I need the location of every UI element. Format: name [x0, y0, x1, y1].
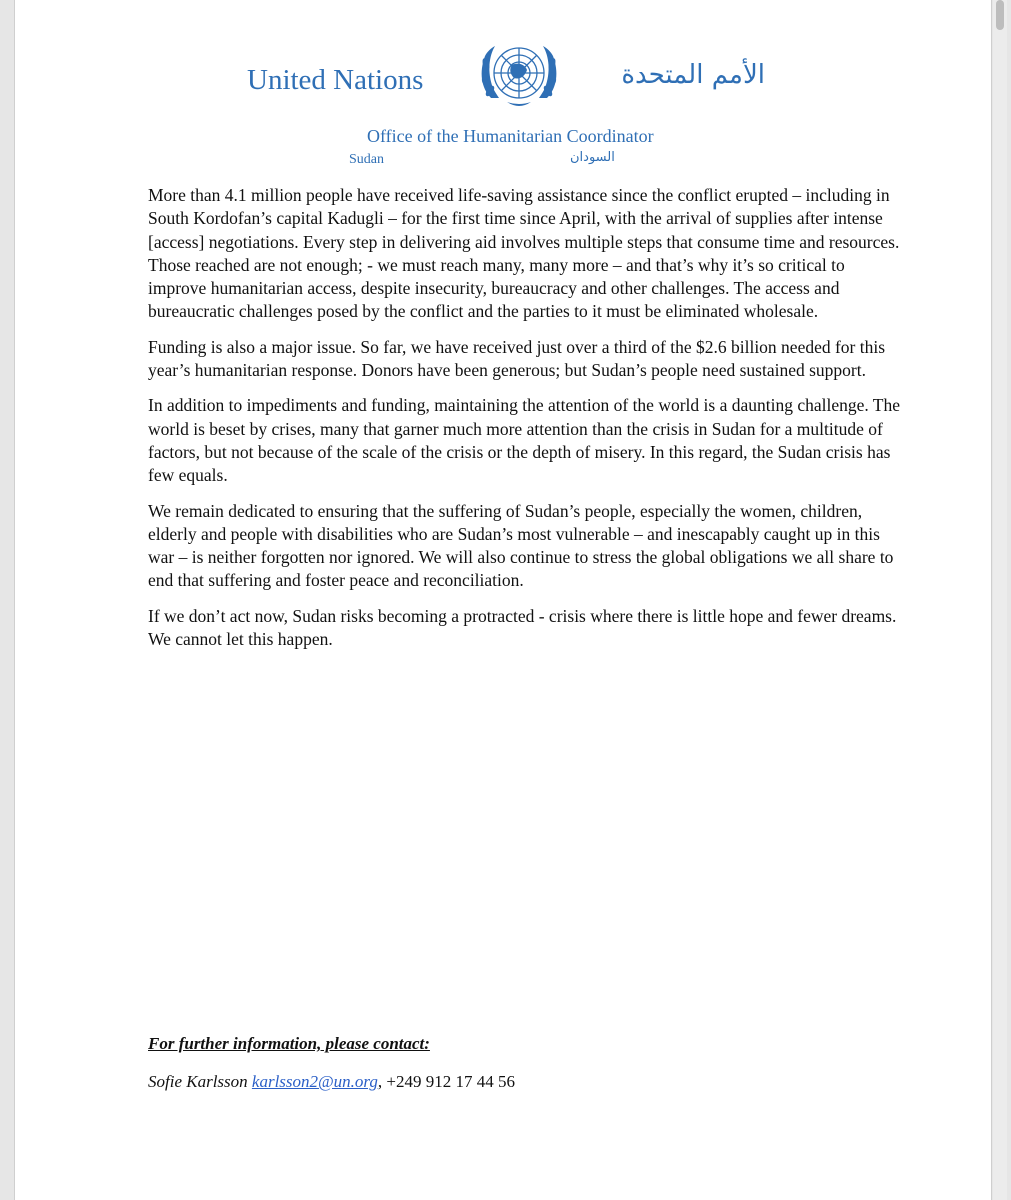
- un-emblem-icon: [473, 36, 565, 116]
- paragraph: If we don’t act now, Sudan risks becoming a protracted - crisis where there is little hope and fewer dreams. We cannot let this happen.: [148, 605, 897, 650]
- contact-line: [148, 1072, 515, 1092]
- contact-heading: For further information, please contact:: [148, 1034, 430, 1053]
- paragraph: We remain dedicated to ensuring that the suffering of Sudan’s people, especially the women, children, elderly and people with disabilities who are Sudan’s most vulnerable – and inescapably caught up in this war – is neither forgotten nor ignored. We will also continue to stress the global obligations we all share to end that suffering and foster peace and reconciliation.: [148, 500, 894, 591]
- paragraph: More than 4.1 million people have received life-saving assistance since the conflict erupted – including in South Kordofan’s capital Kadugli – for the first time since April, with the arrival of supplies after intense [access] negotiations. Every step in delivering aid involves multiple steps that consume time and resources. Those reached are not enough; - we must reach many, many more – and that’s why it’s so critical to improve humanitarian access, despite insecurity, bureaucracy and other challenges. The access and bureaucratic challenges posed by the conflict and the parties to it must be eliminated wholesale.: [148, 185, 900, 322]
- org-name-arabic: الأمم المتحدة: [621, 60, 765, 90]
- paragraph: In addition to impediments and funding, maintaining the attention of the world is a daunting challenge. The world is beset by crises, many that garner much more attention than the crisis in Sudan for a multitude of factors, but not because of the scale of the crisis or the depth of misery. In this regard, the Sudan crisis has few equals.: [148, 395, 901, 486]
- scrollbar[interactable]: [993, 0, 1007, 1200]
- contact-name: Sofie Karlsson: [148, 1072, 248, 1091]
- contact-email-link[interactable]: karlsson2@un.org: [251, 1072, 378, 1091]
- org-name-english: United Nations: [247, 64, 424, 96]
- contact-phone: , +249 912 17 44 56: [377, 1072, 515, 1091]
- country-arabic: السودان: [570, 150, 615, 165]
- office-title: Office of the Humanitarian Coordinator: [367, 126, 654, 146]
- document-page: [14, 0, 992, 1200]
- paragraph: Funding is also a major issue. So far, we have received just over a third of the $2.6 billion needed for this year’s humanitarian response. Donors have been generous; but Sudan’s people need sustained support.: [148, 336, 886, 381]
- scrollbar-thumb[interactable]: [996, 0, 1004, 30]
- country-english: Sudan: [349, 152, 384, 167]
- statement-body: [148, 184, 900, 663]
